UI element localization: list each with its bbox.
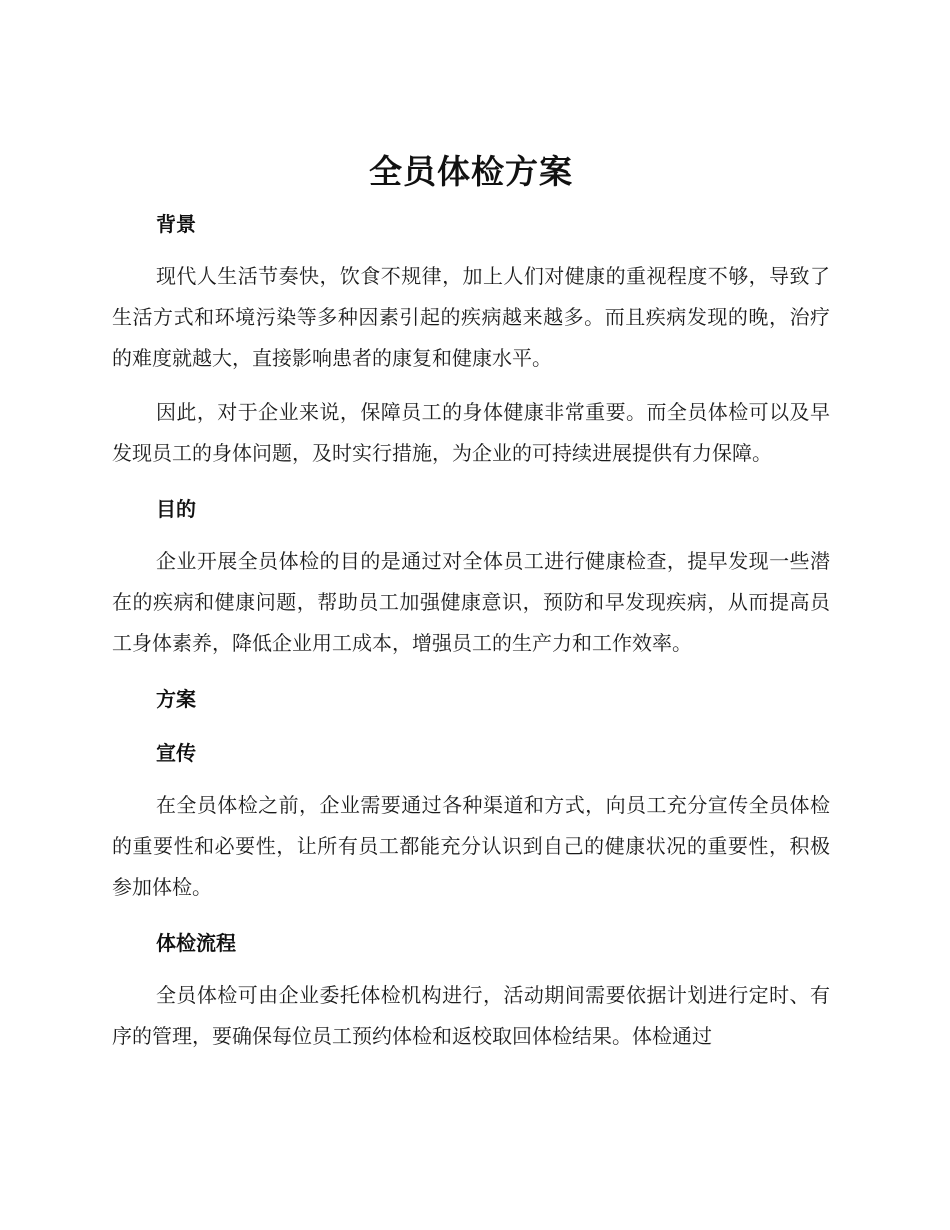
process-paragraph-1: 全员体检可由企业委托体检机构进行，活动期间需要依据计划进行定时、有序的管理，要确保每位员工预约体检和返校取回体检结果。体检通过 <box>112 983 830 1048</box>
background-paragraph-1: 现代人生活节奏快，饮食不规律，加上人们对健康的重视程度不够，导致了生活方式和环境污染等多种因素引起的疾病越来越多。而且疾病发现的晚，治疗的难度就越大，直接影响患者的康复和健康水平。 <box>112 264 830 370</box>
background-paragraph-2: 因此，对于企业来说，保障员工的身体健康非常重要。而全员体检可以及早发现员工的身体问题，及时实行措施，为企业的可持续进展提供有力保障。 <box>112 400 830 465</box>
section-heading-background: 背景 <box>156 212 196 236</box>
purpose-paragraph-1: 企业开展全员体检的目的是通过对全体员工进行健康检查，提早发现一些潜在的疾病和健康问题，帮助员工加强健康意识，预防和早发现疾病，从而提高员工身体素养，降低企业用工成本，增强员工的生产力和工作效率。 <box>112 549 830 655</box>
section-heading-plan: 方案 <box>156 687 196 711</box>
publicity-paragraph-1: 在全员体检之前，企业需要通过各种渠道和方式，向员工充分宣传全员体检的重要性和必要性，让所有员工都能充分认识到自己的健康状况的重要性，积极参加体检。 <box>112 793 830 899</box>
document-title: 全员体检方案 <box>369 152 573 191</box>
section-heading-publicity: 宣传 <box>156 741 196 765</box>
section-heading-process: 体检流程 <box>156 931 236 955</box>
section-heading-purpose: 目的 <box>156 497 196 521</box>
